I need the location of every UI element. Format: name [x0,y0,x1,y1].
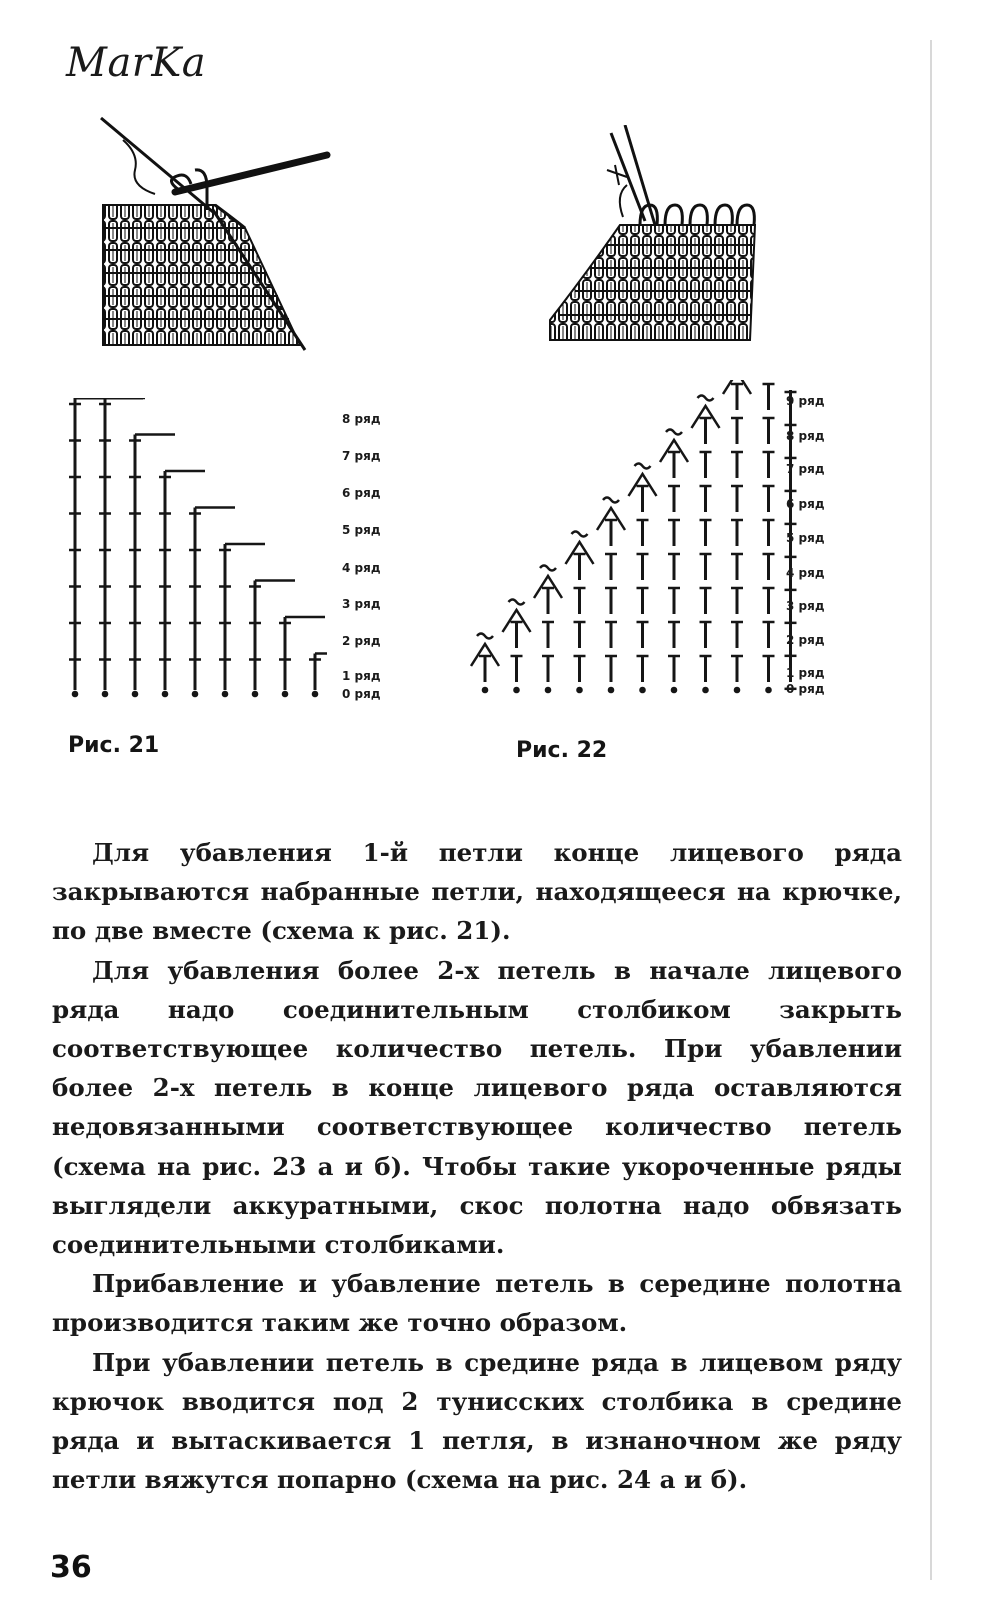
fig22-stitch-chart [470,380,850,720]
paragraph: Прибавление и убавление петель в середине полотна производится таким же точно образом. [52,1269,902,1338]
tilde-symbol [698,396,714,401]
chain-dot [671,687,678,694]
chain-dot [765,687,772,694]
row-label: 4 ряд [342,561,381,575]
chain-dot [702,687,709,694]
row-label: 5 ряд [786,531,825,545]
chain-dot [222,691,229,698]
chain-dot [513,687,520,694]
chain-dot [482,687,489,694]
row-label: 8 ряд [786,429,825,443]
tilde-symbol [477,634,493,639]
row-label: 3 ряд [786,599,825,613]
row-label: 8 ряд [342,412,381,426]
row-label: 1 ряд [342,669,381,683]
paragraph: Для убавления 1-й петли конце лицевого ряда закрываются набранные петли, находящееся на крючке, по две вместе (схема к рис. 21). [52,838,902,946]
chain-dot [639,687,646,694]
chain-dot [162,691,169,698]
tilde-symbol [666,430,682,435]
chain-dot [252,691,259,698]
tilde-symbol [509,600,525,605]
row-label: 4 ряд [786,566,825,580]
row-label: 0 ряд [342,687,381,701]
knitting-illustration-left [95,110,345,355]
fig21-caption: Рис. 21 [68,733,160,758]
row-label: 9 ряд [786,394,825,408]
row-label: 0 ряд [786,682,825,696]
chain-dot [282,691,289,698]
tilde-symbol [572,532,588,537]
paragraph: Для убавления более 2-х петель в начале лицевого ряда надо соединительным столбиком закрыть соответствующее количество петель. При убавлении более 2-х петель в конце лицевого ряда оставляются недовязанными соответствующее количество петель (схема на рис. 23 а и б). Чтобы такие укороченные ряды выглядели аккуратными, скос полотна надо обвязать соединительными столбиками. [52,955,902,1260]
row-label: 6 ряд [342,486,381,500]
tilde-symbol [540,566,556,571]
row-label: 3 ряд [342,597,381,611]
row-label: 6 ряд [786,497,825,511]
row-label: 7 ряд [786,462,825,476]
chain-dot [734,687,741,694]
paragraph: При убавлении петель в средине ряда в лицевом ряду крючок вводится под 2 тунисских столбика в средине ряда и вытаскивается 1 петля, в изнаночном же ряду петли вяжутся попарно (схема на рис. 24 а и б). [52,1347,902,1495]
knitting-illustration-right [545,125,770,345]
chain-dot [312,691,319,698]
body-text [52,833,902,1499]
page-edge-line [930,40,932,1580]
chain-dot [132,691,139,698]
chain-dot [102,691,109,698]
chain-dot [72,691,79,698]
row-label: 2 ряд [342,634,381,648]
row-label: 5 ряд [342,523,381,537]
page-number: 36 [50,1550,92,1585]
row-label: 1 ряд [786,666,825,680]
row-label: 2 ряд [786,633,825,647]
chain-dot [545,687,552,694]
chain-dot [608,687,615,694]
chain-dot [576,687,583,694]
tilde-symbol [635,464,651,469]
tilde-symbol [603,498,619,503]
watermark-signature: MarKa [66,40,207,86]
row-label: 7 ряд [342,449,381,463]
fig21-stitch-chart [60,398,400,718]
chain-dot [192,691,199,698]
fig22-caption: Рис. 22 [516,738,608,763]
